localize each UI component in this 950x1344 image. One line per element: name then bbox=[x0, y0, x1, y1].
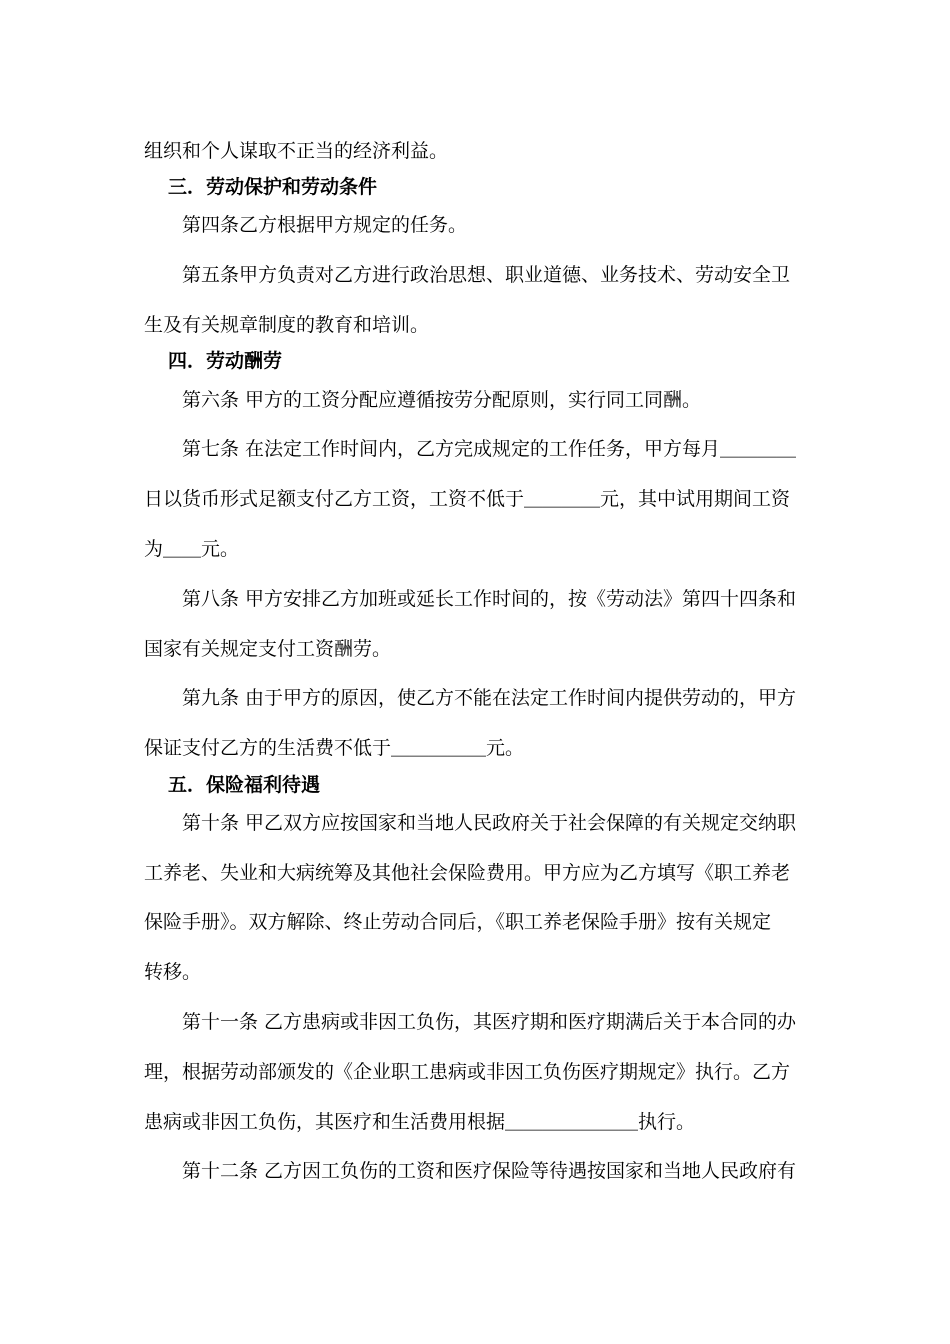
paragraph-line: 为＿＿元。 bbox=[144, 538, 240, 560]
paragraph-line: 生及有关规章制度的教育和培训。 bbox=[144, 314, 430, 336]
paragraph-line: 保险手册》。双方解除、终止劳动合同后，《职工养老保险手册》按有关规定 bbox=[144, 911, 772, 933]
clause-article-10: 第十条 甲乙双方应按国家和当地人民政府关于社会保障的有关规定交纳职 bbox=[182, 812, 797, 834]
paragraph-line: 转移。 bbox=[144, 961, 202, 983]
section-heading: 五．保险福利待遇 bbox=[168, 774, 321, 796]
section-heading: 四．劳动酬劳 bbox=[168, 350, 283, 372]
section-heading: 三．劳动保护和劳动条件 bbox=[168, 176, 378, 198]
paragraph-line: 日以货币形式足额支付乙方工资，工资不低于＿＿＿＿元，其中试用期间工资 bbox=[144, 488, 791, 510]
clause-article-9: 第九条 由于甲方的原因，使乙方不能在法定工作时间内提供劳动的，甲方 bbox=[182, 687, 797, 709]
clause-article-8: 第八条 甲方安排乙方加班或延长工作时间的，按《劳动法》第四十四条和 bbox=[182, 588, 797, 610]
paragraph-line: 患病或非因工负伤，其医疗和生活费用根据＿＿＿＿＿＿＿执行。 bbox=[144, 1111, 696, 1133]
paragraph-line: 组织和个人谋取不正当的经济利益。 bbox=[144, 140, 449, 162]
paragraph-line: 国家有关规定支付工资酬劳。 bbox=[144, 638, 392, 660]
clause-article-11: 第十一条 乙方患病或非因工负伤，其医疗期和医疗期满后关于本合同的办 bbox=[182, 1011, 797, 1033]
clause-article-6: 第六条 甲方的工资分配应遵循按劳分配原则，实行同工同酬。 bbox=[182, 389, 702, 411]
clause-article-4: 第四条乙方根据甲方规定的任务。 bbox=[182, 214, 468, 236]
clause-article-7: 第七条 在法定工作时间内，乙方完成规定的工作任务，甲方每月＿＿＿＿ bbox=[182, 438, 797, 460]
clause-article-12: 第十二条 乙方因工负伤的工资和医疗保险等待遇按国家和当地人民政府有 bbox=[182, 1160, 797, 1182]
clause-article-5: 第五条甲方负责对乙方进行政治思想、职业道德、业务技术、劳动安全卫 bbox=[182, 264, 791, 286]
paragraph-line: 保证支付乙方的生活费不低于＿＿＿＿＿元。 bbox=[144, 737, 525, 759]
paragraph-line: 理，根据劳动部颁发的《企业职工患病或非因工负伤医疗期规定》执行。乙方 bbox=[144, 1061, 791, 1083]
paragraph-line: 工养老、失业和大病统筹及其他社会保险费用。甲方应为乙方填写《职工养老 bbox=[144, 862, 791, 884]
